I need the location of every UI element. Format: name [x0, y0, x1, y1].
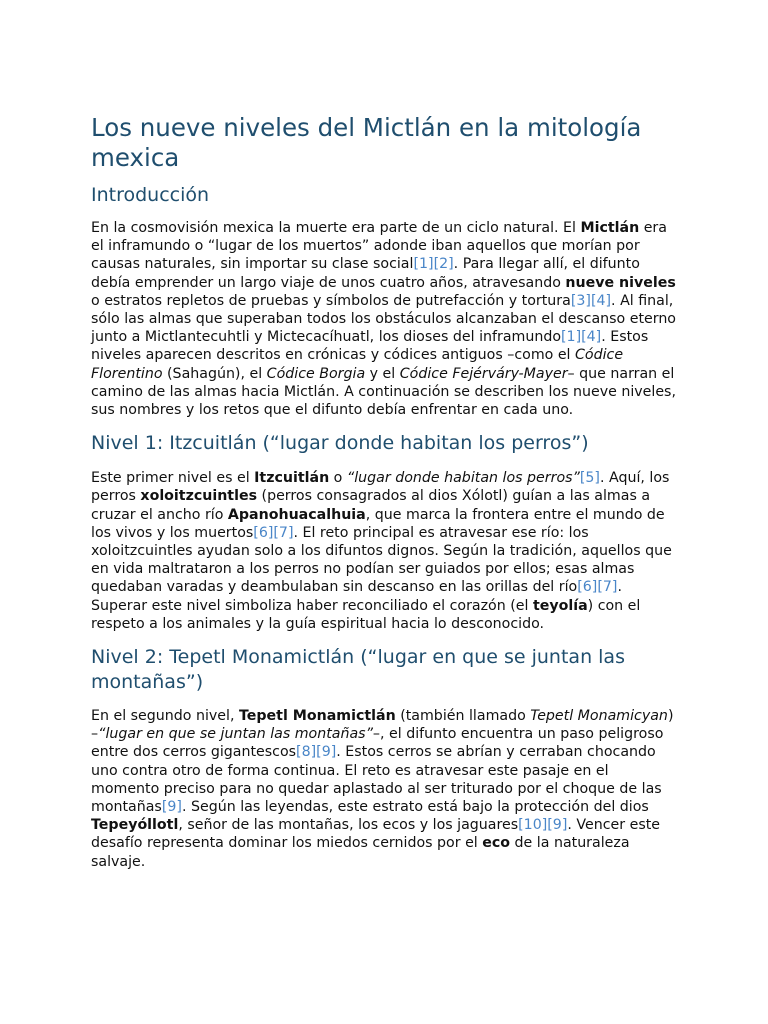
- italic-term: Tepetl Monamicyan: [530, 708, 668, 725]
- text-run: . Superar este nivel simboliza haber reconciliado el corazón (el: [91, 579, 622, 614]
- citation-link[interactable]: [4]: [581, 329, 602, 346]
- text-run: ) –: [91, 708, 674, 743]
- citation-link[interactable]: [7]: [597, 579, 618, 596]
- bold-term: nueve niveles: [565, 274, 676, 291]
- text-run: . Aquí, los perros: [91, 470, 670, 505]
- text-run: En el segundo nivel,: [91, 708, 239, 725]
- citation-link[interactable]: [2]: [433, 256, 454, 273]
- heading-introduccion: Introducción: [91, 184, 210, 206]
- citation-link[interactable]: [3]: [570, 292, 591, 309]
- citation-link[interactable]: [6]: [577, 579, 598, 596]
- citation-link[interactable]: [9]: [547, 817, 568, 834]
- text-run: . Según las leyendas, este estrato está bajo la protección del dios: [181, 799, 649, 816]
- text-run: . Estos niveles aparecen descritos en crónicas y códices antiguos –como el: [91, 329, 649, 364]
- text-run: ) con el respeto a los animales y la guía espiritual hacia lo desconocido.: [91, 597, 641, 632]
- citation-link[interactable]: [10]: [518, 817, 548, 834]
- bold-term: Tepeyóllotl: [91, 817, 179, 834]
- paragraph-nivel-2: [91, 707, 680, 871]
- citation-link[interactable]: [4]: [590, 292, 612, 309]
- text-run: . Al final, sólo las almas que superaban todos los obstáculos alcanzaban el descanso eterno junto a Mictlantecuhtli y Mictecacíhuatl, los dioses del inframundo: [91, 292, 676, 346]
- italic-term: Códice Borgia: [266, 365, 366, 382]
- text-run: En la cosmovisión mexica la muerte era parte de un ciclo natural. El: [91, 220, 581, 236]
- citation-link[interactable]: [9]: [161, 799, 182, 816]
- citation-link[interactable]: [8]: [296, 744, 317, 761]
- text-run: , señor de las montañas, los ecos y los jaguares: [178, 817, 519, 834]
- bold-term: Mictlán: [580, 220, 640, 236]
- citation-link[interactable]: [6]: [253, 524, 274, 541]
- italic-term: “lugar donde habitan los perros”: [346, 470, 580, 487]
- bold-term: Itzcuitlán: [254, 470, 330, 487]
- text-run: . El reto principal es atravesar ese río: los xoloitzcuintles ayudan solo a los difuntos dignos. Según la tradición, aquellos que en vida maltrataron a los perros no podían ser guiados por ellos; esas almas quedaban varadas y deambulaban sin descanso en las orillas del río: [91, 524, 672, 596]
- document-title: Los nueve niveles del Mictlán en la mitología mexica: [91, 113, 642, 172]
- text-run: Este primer nivel es el: [91, 470, 255, 487]
- text-run: de la naturaleza salvaje.: [91, 835, 630, 870]
- bold-term: xoloitzcuintles: [140, 488, 258, 505]
- bold-term: Apanohuacalhuia: [227, 506, 366, 523]
- italic-term: Códice Fejérváry-Mayer: [399, 365, 568, 382]
- bold-term: Tepetl Monamictlán: [238, 708, 396, 725]
- paragraph-nivel-1: [91, 469, 680, 633]
- text-run: . Estos cerros se abrían y cerraban chocando uno contra otro de forma continua. El reto es atravesar este pasaje en el momento preciso para no quedar aplastado al ser triturado por el choque de las montañas: [91, 744, 662, 816]
- text-run: y el: [365, 365, 400, 382]
- text-run: era el inframundo o “lugar de los muertos” adonde iban aquellos que morían por causas naturales, sin importar su clase social: [91, 220, 667, 273]
- italic-term: “lugar en que se juntan las montañas”: [98, 726, 373, 743]
- text-run: o: [329, 470, 347, 487]
- citation-link[interactable]: [1]: [413, 256, 434, 273]
- text-run: o estratos repletos de pruebas y símbolos de putrefacción y tortura: [91, 292, 571, 309]
- citation-link[interactable]: [9]: [316, 744, 337, 761]
- citation-link[interactable]: [5]: [579, 470, 600, 487]
- citation-link[interactable]: [1]: [561, 329, 582, 346]
- italic-term: Códice Florentino: [91, 347, 624, 382]
- paragraph-introduccion: [91, 219, 680, 419]
- text-run: . Para llegar allí, el difunto debía emprender un largo viaje de unos cuatro años, atravesando: [91, 256, 640, 291]
- bold-term: eco: [482, 835, 511, 852]
- text-run: – que narran el camino de las almas hacia Mictlán. A continuación se describen los nueve niveles, sus nombres y los retos que el difunto debía enfrentar en cada uno.: [91, 365, 676, 419]
- text-run: –, el difunto encuentra un paso peligroso entre dos cerros gigantescos: [91, 726, 664, 761]
- heading-nivel-2: Nivel 2: Tepetl Monamictlán (“lugar en que se juntan las montañas”): [91, 646, 625, 694]
- text-run: (también llamado: [395, 708, 531, 725]
- text-run: , que marca la frontera entre el mundo de los vivos y los muertos: [91, 506, 665, 541]
- text-run: (perros consagrados al dios Xólotl) guían a las almas a cruzar el ancho río: [91, 488, 651, 523]
- citation-link[interactable]: [7]: [273, 524, 294, 541]
- bold-term: teyolía: [532, 597, 588, 614]
- text-run: (Sahagún), el: [162, 365, 267, 382]
- text-run: . Vencer este desafío representa dominar los miedos cernidos por el: [91, 817, 661, 852]
- heading-nivel-1: Nivel 1: Itzcuitlán (“lugar donde habitan los perros”): [91, 432, 589, 455]
